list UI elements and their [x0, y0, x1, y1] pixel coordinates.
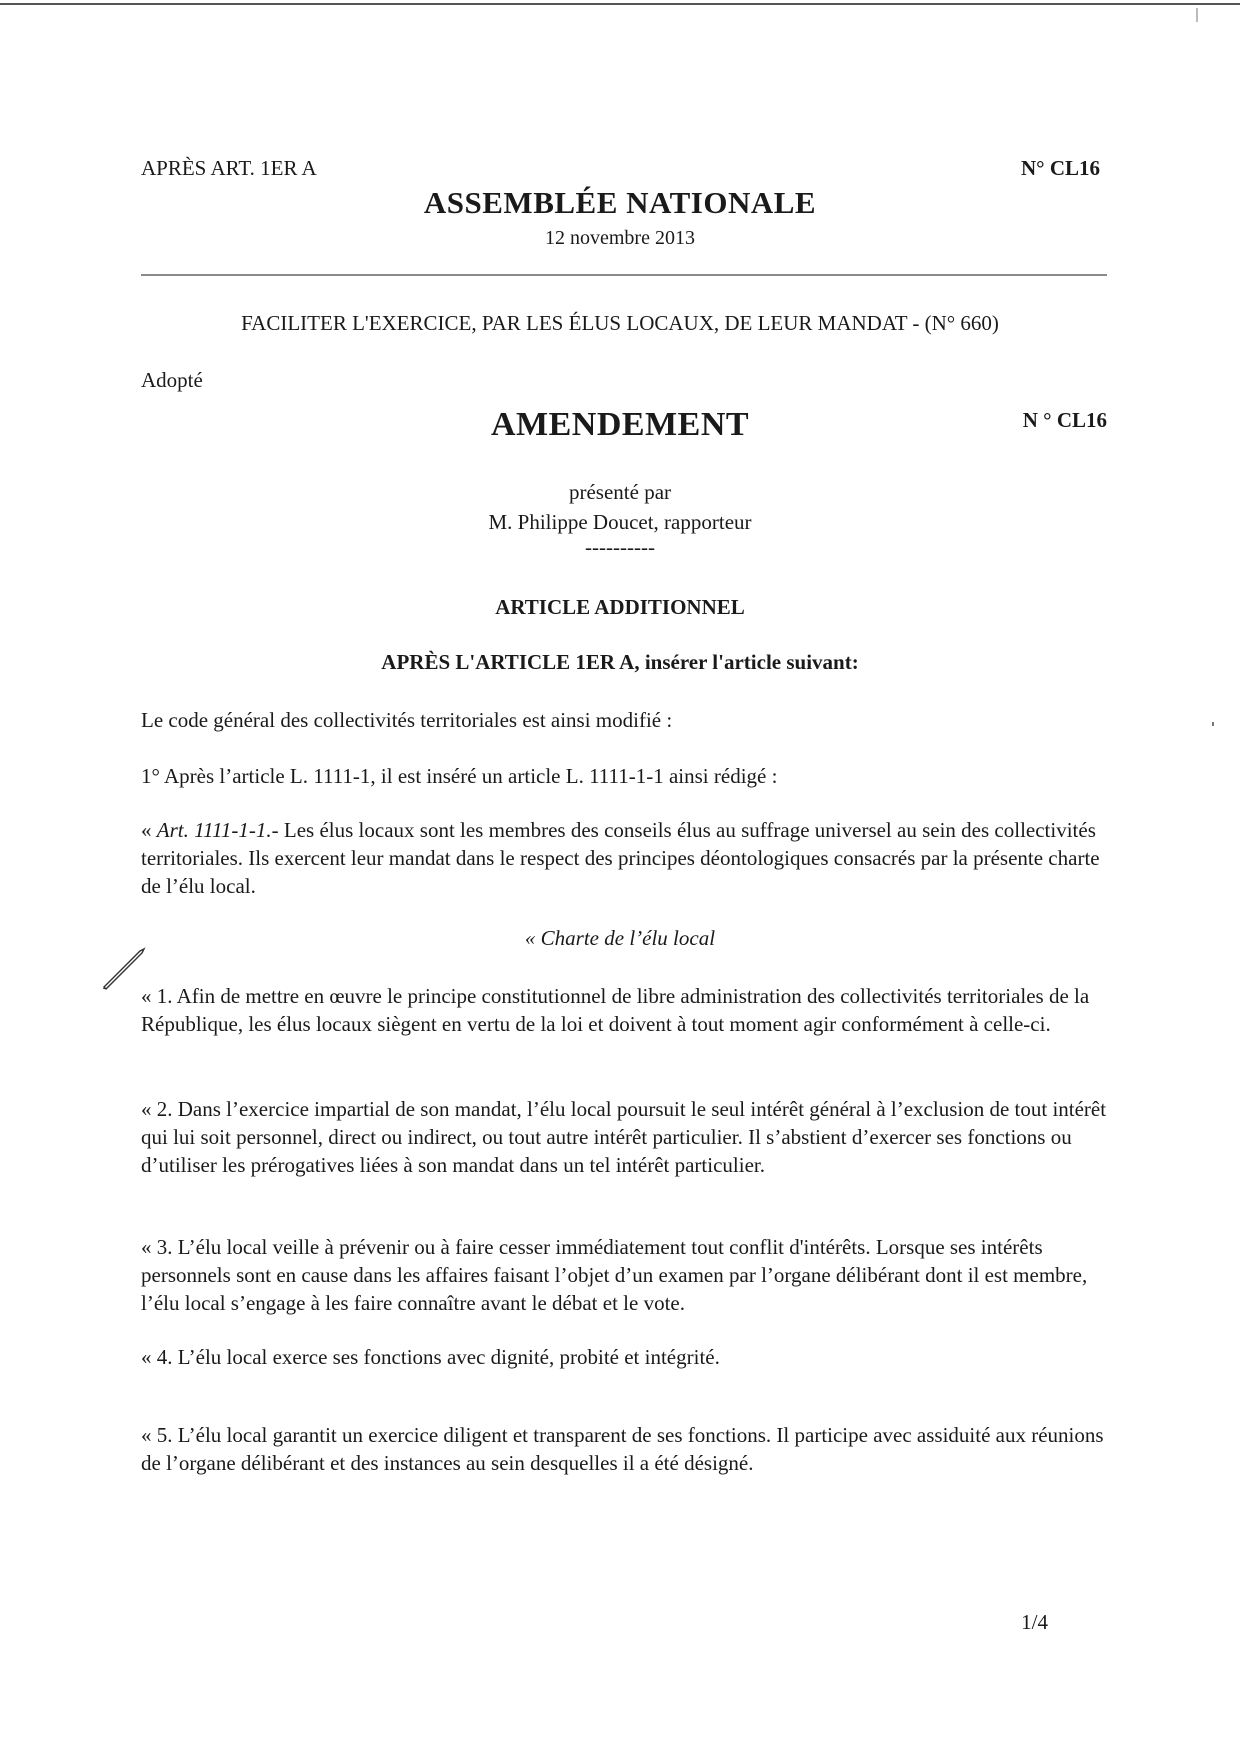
position-reference: APRÈS ART. 1ER A [141, 156, 317, 180]
article-reference: Art. 1111-1-1. [156, 818, 272, 842]
article-quote-open: « [141, 818, 157, 842]
article-heading: ARTICLE ADDITIONNEL [495, 595, 745, 619]
separator-dashes: ---------- [585, 535, 655, 559]
charter-title: « Charte de l’élu local [524, 926, 716, 950]
header-divider [141, 274, 1107, 276]
author-name: M. Philippe Doucet, rapporteur [488, 510, 752, 534]
bill-title: FACILITER L'EXERCICE, PAR LES ÉLUS LOCAUX, DE LEUR MANDAT - (N° 660) [241, 311, 999, 335]
intro-paragraph: Le code général des collectivités territoriales est ainsi modifié : [141, 708, 673, 732]
scan-speck [1212, 722, 1214, 726]
point-one-paragraph: 1° Après l’article L. 1111-1, il est inséré un article L. 1111-1-1 ainsi rédigé : [141, 764, 778, 788]
charter-item-1: « 1. Afin de mettre en œuvre le principe constitutionnel de libre administration des collectivités territoriales de la République, les élus locaux siègent en vertu de la loi et doivent à tout moment agir conformément à celle-ci. [141, 984, 1090, 1036]
article-instruction: APRÈS L'ARTICLE 1ER A, insérer l'article suivant: [381, 650, 859, 674]
assembly-title: ASSEMBLÉE NATIONALE [423, 185, 817, 220]
charter-item-3: « 3. L’élu local veille à prévenir ou à faire cesser immédiatement tout conflit d'intérêts. Lorsque ses intérêts personnels sont en cause dans les affaires faisant l’objet d’un examen par l’organe délibérant dont il est membre, l’élu local s’engage à les faire connaître avant le débat et le vote. [141, 1235, 1088, 1315]
charter-item-4: « 4. L’élu local exerce ses fonctions avec dignité, probité et intégrité. [141, 1345, 720, 1369]
charter-item-5: « 5. L’élu local garantit un exercice diligent et transparent de ses fonctions. Il participe avec assiduité aux réunions de l’organe délibérant et des instances au sein desquelles il a été désigné. [141, 1423, 1104, 1475]
amendment-number: N ° CL16 [1022, 408, 1107, 432]
page-number: 1/4 [1021, 1610, 1048, 1634]
adoption-status: Adopté [141, 368, 203, 392]
scan-mark [1196, 8, 1198, 22]
scan-top-edge [0, 3, 1240, 5]
article-text: - Les élus locaux sont les membres des conseils élus au suffrage universel au sein des collectivités territoriales. Ils exercent leur mandat dans le respect des principes déontologiques consacrés par la présente charte de l’élu local. [141, 818, 1100, 898]
article-text-paragraph [141, 816, 1109, 900]
amendment-title: AMENDEMENT [490, 406, 750, 443]
charter-item-2: « 2. Dans l’exercice impartial de son mandat, l’élu local poursuit le seul intérêt général à l’exclusion de tout intérêt qui lui soit personnel, direct ou indirect, ou tout autre intérêt particulier. Il s’abstient d’exercer ses fonctions ou d’utiliser les prérogatives liées à son mandat dans un tel intérêt particulier. [141, 1097, 1107, 1177]
presented-by-label: présenté par [568, 480, 672, 504]
amendment-number-header: N° CL16 [1021, 156, 1100, 180]
document-date: 12 novembre 2013 [545, 227, 695, 249]
